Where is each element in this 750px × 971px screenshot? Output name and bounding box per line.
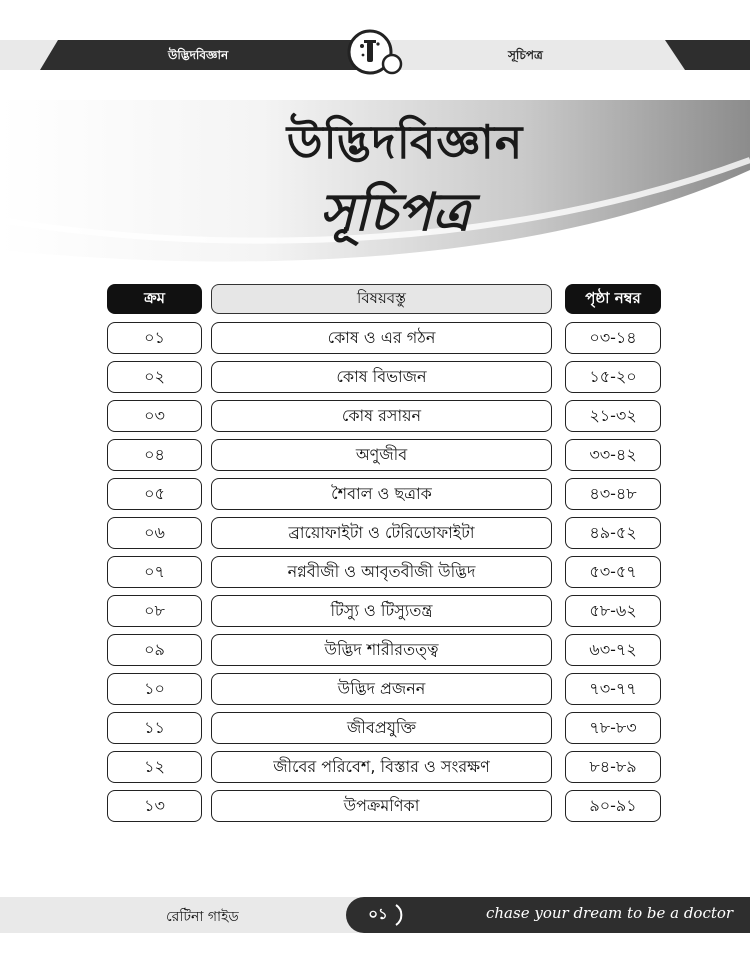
row-topic: জীবের পরিবেশ, বিস্তার ও সংরক্ষণ <box>211 751 552 783</box>
row-topic: উদ্ভিদ প্রজনন <box>211 673 552 705</box>
table-row <box>0 634 750 666</box>
row-serial: ০৭ <box>107 556 202 588</box>
table-row <box>0 556 750 588</box>
table-row <box>0 751 750 783</box>
row-topic: উপক্রমণিকা <box>211 790 552 822</box>
page-subtitle: সূচিপত্র <box>319 183 471 243</box>
page-title: উদ্ভিদবিজ্ঞান <box>286 115 524 169</box>
row-serial: ০৯ <box>107 634 202 666</box>
row-page: ২১-৩২ <box>565 400 661 432</box>
header-serial: ক্রম <box>107 284 202 314</box>
row-page: ৫৮-৬২ <box>565 595 661 627</box>
header-topic: বিষয়বস্তু <box>211 284 552 314</box>
row-serial: ১১ <box>107 712 202 744</box>
footer-brand: রেটিনা গাইড <box>166 909 239 925</box>
row-topic: উদ্ভিদ শারীরতত্ত্ব <box>211 634 552 666</box>
row-serial: ০৪ <box>107 439 202 471</box>
table-row <box>0 790 750 822</box>
table-row <box>0 322 750 354</box>
header-page: পৃষ্ঠা নম্বর <box>565 284 661 314</box>
row-page: ৭৮-৮৩ <box>565 712 661 744</box>
header-subject: উদ্ভিদবিজ্ঞান <box>168 48 229 62</box>
table-row <box>0 361 750 393</box>
row-topic: ব্রায়োফাইটা ও টেরিডোফাইটা <box>211 517 552 549</box>
table-row <box>0 478 750 510</box>
row-serial: ১৩ <box>107 790 202 822</box>
row-serial: ০৮ <box>107 595 202 627</box>
row-topic: নগ্নবীজী ও আবৃতবীজী উদ্ভিদ <box>211 556 552 588</box>
row-serial: ১২ <box>107 751 202 783</box>
row-page: ৩৩-৪২ <box>565 439 661 471</box>
row-serial: ১০ <box>107 673 202 705</box>
row-page: ৫৩-৫৭ <box>565 556 661 588</box>
row-serial: ০৫ <box>107 478 202 510</box>
row-serial: ০১ <box>107 322 202 354</box>
row-page: ৮৪-৮৯ <box>565 751 661 783</box>
header-section: সূচিপত্র <box>508 48 543 62</box>
row-topic: কোষ বিভাজন <box>211 361 552 393</box>
row-topic: কোষ রসায়ন <box>211 400 552 432</box>
row-serial: ০৬ <box>107 517 202 549</box>
row-page: ১৫-২০ <box>565 361 661 393</box>
table-row <box>0 439 750 471</box>
table-row <box>0 517 750 549</box>
row-page: ৪৯-৫২ <box>565 517 661 549</box>
row-serial: ০৩ <box>107 400 202 432</box>
row-topic: কোষ ও এর গঠন <box>211 322 552 354</box>
row-topic: অণুজীব <box>211 439 552 471</box>
table-row <box>0 400 750 432</box>
row-page: ৭৩-৭৭ <box>565 673 661 705</box>
row-page: ৪৩-৪৮ <box>565 478 661 510</box>
flask-logo-icon <box>346 28 408 78</box>
row-page: ০৩-১৪ <box>565 322 661 354</box>
row-page: ৬৩-৭২ <box>565 634 661 666</box>
row-page: ৯০-৯১ <box>565 790 661 822</box>
row-topic: জীবপ্রযুক্তি <box>211 712 552 744</box>
table-row <box>0 673 750 705</box>
row-serial: ০২ <box>107 361 202 393</box>
row-topic: শৈবাল ও ছত্রাক <box>211 478 552 510</box>
footer-tagline: chase your dream to be a doctor <box>486 904 734 922</box>
page-number: ০১ <box>368 904 388 923</box>
row-topic: টিস্যু ও টিস্যুতন্ত্র <box>211 595 552 627</box>
table-row <box>0 712 750 744</box>
table-row <box>0 595 750 627</box>
